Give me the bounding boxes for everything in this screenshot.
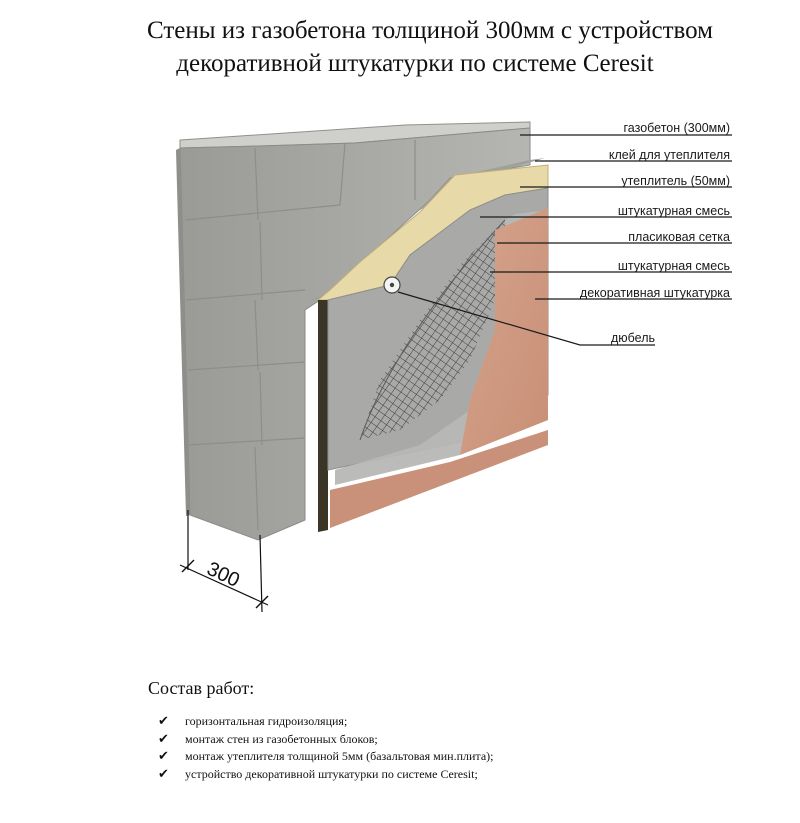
check-icon: ✔: [158, 714, 169, 729]
works-section: [148, 678, 493, 783]
list-item: [158, 748, 493, 766]
label-insulation: утеплитель (50мм): [621, 174, 730, 188]
check-icon: ✔: [158, 749, 169, 764]
list-item: [158, 731, 493, 749]
list-item-text: устройство декоративной штукатурки по системе Ceresit;: [185, 766, 478, 781]
label-decorative-plaster: декоративная штукатурка: [579, 286, 730, 300]
label-plaster-2: штукатурная смесь: [617, 259, 730, 273]
list-item: [158, 766, 493, 784]
list-item-text: монтаж утеплителя толщиной 5мм (базальтовая мин.плита);: [185, 749, 494, 763]
check-icon: ✔: [158, 766, 169, 782]
dimension-value: 300: [203, 557, 243, 592]
list-item-text: монтаж стен из газобетонных блоков;: [185, 731, 378, 746]
label-plaster-1: штукатурная смесь: [617, 204, 730, 218]
label-dowel: дюбель: [610, 331, 655, 345]
check-icon: ✔: [158, 731, 169, 747]
works-heading: Состав работ:: [148, 678, 255, 698]
list-item: [158, 713, 493, 731]
list-item-text: горизонтальная гидроизоляция;: [185, 714, 348, 728]
dowel: [384, 277, 400, 293]
label-glue: клей для утеплителя: [608, 148, 730, 162]
label-aerated-concrete: газобетон (300мм): [623, 121, 730, 135]
title-line-2: декоративной штукатурки по системе Ceresit: [176, 50, 654, 77]
label-mesh: пласиковая сетка: [628, 230, 730, 244]
title-line-1: Стены из газобетона толщиной 300мм с устройством: [146, 17, 713, 44]
works-list: [148, 713, 493, 783]
